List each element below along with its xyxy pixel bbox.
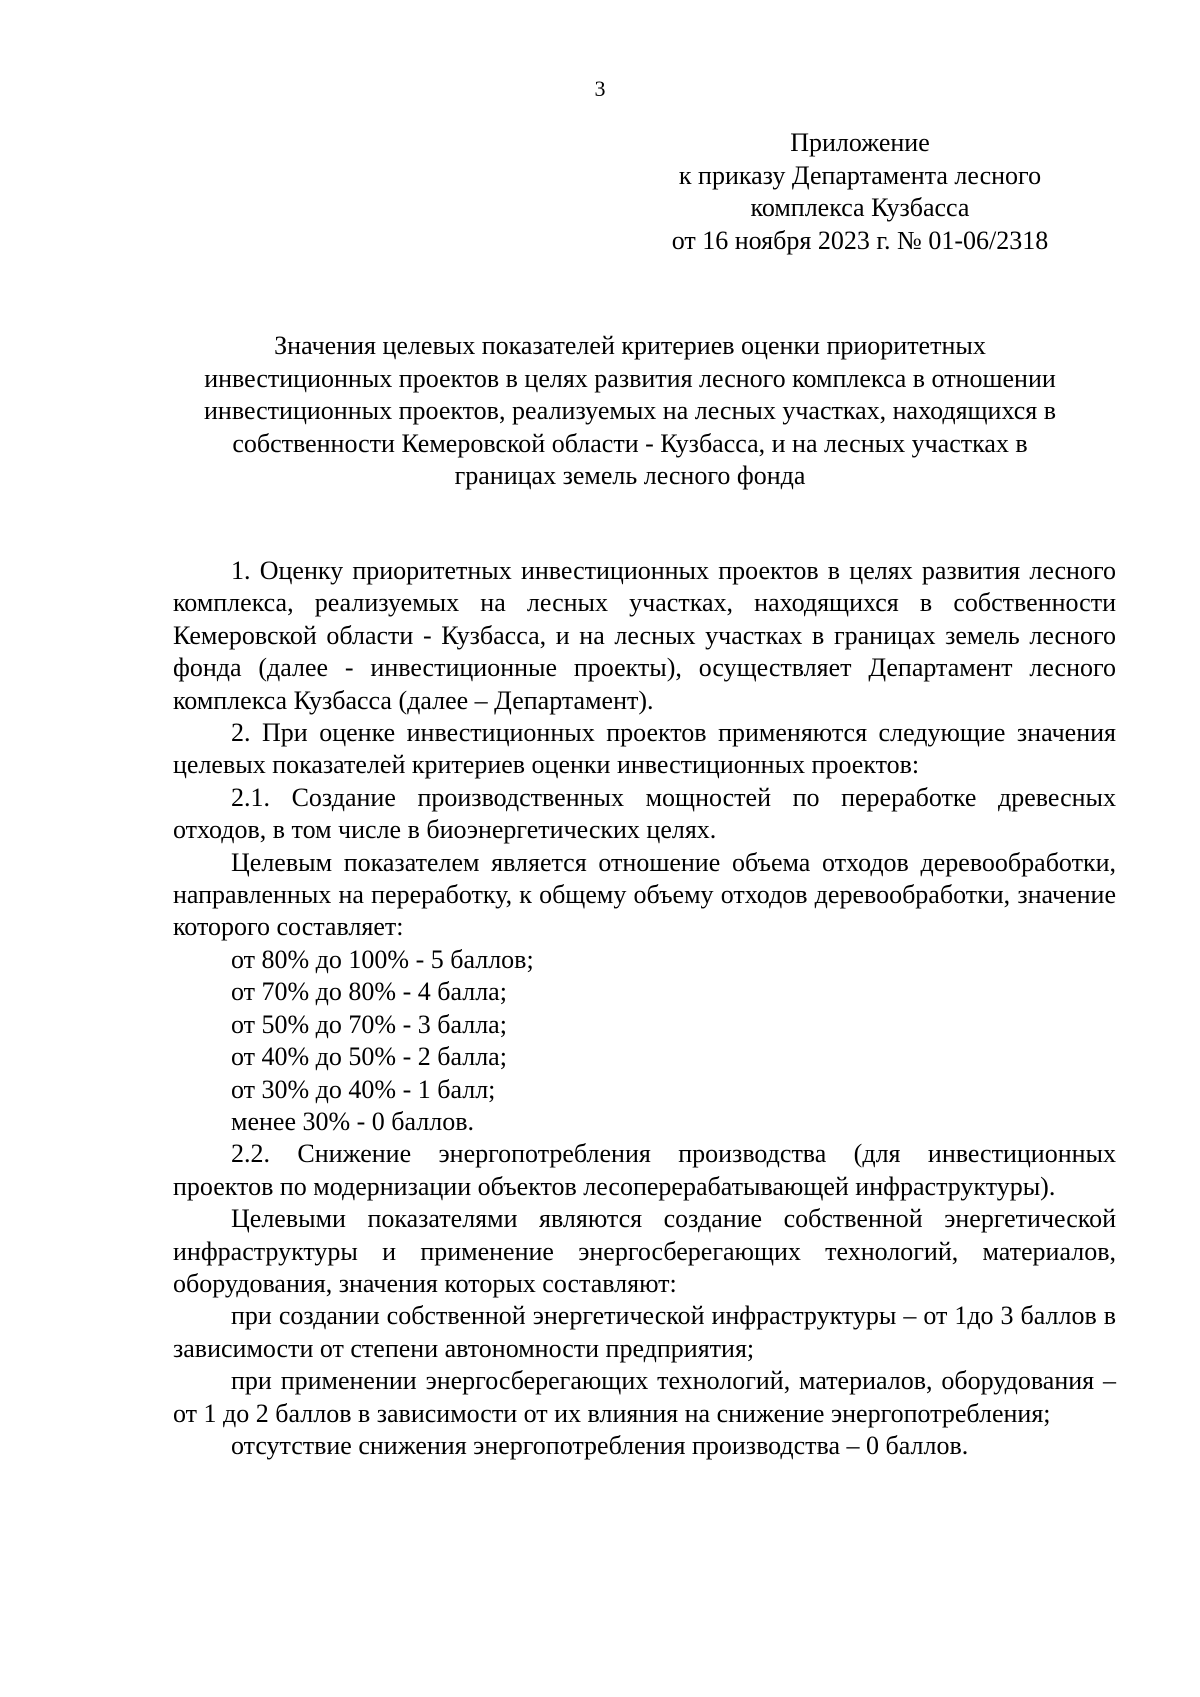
title-line: собственности Кемеровской области - Кузбасса, и на лесных участках в <box>232 428 1028 458</box>
score-item: от 80% до 100% - 5 баллов; <box>231 944 534 974</box>
paragraph-2: 2. При оценке инвестиционных проектов применяются следующие значения целевых показателей критериев оценки инвестиционных проектов: <box>173 718 1116 780</box>
score-item: менее 30% - 0 баллов. <box>231 1106 475 1136</box>
paragraph-2-1: 2.1. Создание производственных мощностей по переработке древесных отходов, в том числе в биоэнергетических целях. <box>173 782 1116 845</box>
score-item: от 30% до 40% - 1 балл; <box>231 1074 496 1104</box>
paragraph-2-1-target: Целевым показателем является отношение объема отходов деревообработки, направленных на переработку, к общему объему отходов деревообработки, значение которого составляет: <box>173 847 1116 942</box>
score-item: от 50% до 70% - 3 балла; <box>231 1009 507 1039</box>
paragraph-1: 1. Оценку приоритетных инвестиционных проектов в целях развития лесного комплекса, реализуемых на лесных участках, находящихся в собственности Кемеровской области - Кузбасса, и на лесных участках в границах земель лесного фонда (далее - инвестиционные проекты), осуществляет Департамент лесного комплекса Кузбасса (далее – Департамент). <box>173 556 1116 715</box>
paragraph-2-2-none: отсутствие снижения энергопотребления производства – 0 баллов. <box>231 1430 969 1460</box>
paragraph-2-2-infra: при создании собственной энергетической инфраструктуры – от 1до 3 баллов в зависимости от степени автономности предприятия; <box>173 1301 1116 1363</box>
paragraph-2-2: 2.2. Снижение энергопотребления производства (для инвестиционных проектов по модернизации объектов лесоперерабатывающей инфраструктуры). <box>173 1139 1116 1201</box>
appendix-line: комплекса Кузбасса <box>750 193 970 222</box>
title-line: инвестиционных проектов в целях развития лесного комплекса в отношении <box>204 363 1056 393</box>
score-item: от 70% до 80% - 4 балла; <box>231 977 507 1007</box>
appendix-line: к приказу Департамента лесного <box>678 160 1042 190</box>
paragraph-2-2-tech: при применении энергосберегающих технологий, материалов, оборудования – от 1 до 2 баллов в зависимости от их влияния на снижение энергопотребления; <box>173 1366 1116 1428</box>
score-item: от 40% до 50% - 2 балла; <box>231 1042 507 1072</box>
document-body <box>173 555 1116 1462</box>
document-title <box>170 330 1090 493</box>
appendix-line: Приложение <box>790 128 930 157</box>
appendix-line: от 16 ноября 2023 г. № 01-06/2318 <box>671 225 1049 255</box>
appendix-header <box>640 127 1080 257</box>
title-line: Значения целевых показателей критериев оценки приоритетных <box>274 331 986 360</box>
title-line: границах земель лесного фонда <box>454 461 806 490</box>
title-line: инвестиционных проектов, реализуемых на лесных участках, находящихся в <box>204 396 1056 425</box>
paragraph-2-2-target: Целевыми показателями являются создание собственной энергетической инфраструктуры и применение энергосберегающих технологий, материалов, оборудования, значения которых составляют: <box>173 1204 1116 1298</box>
page-number: 3 <box>594 76 606 101</box>
